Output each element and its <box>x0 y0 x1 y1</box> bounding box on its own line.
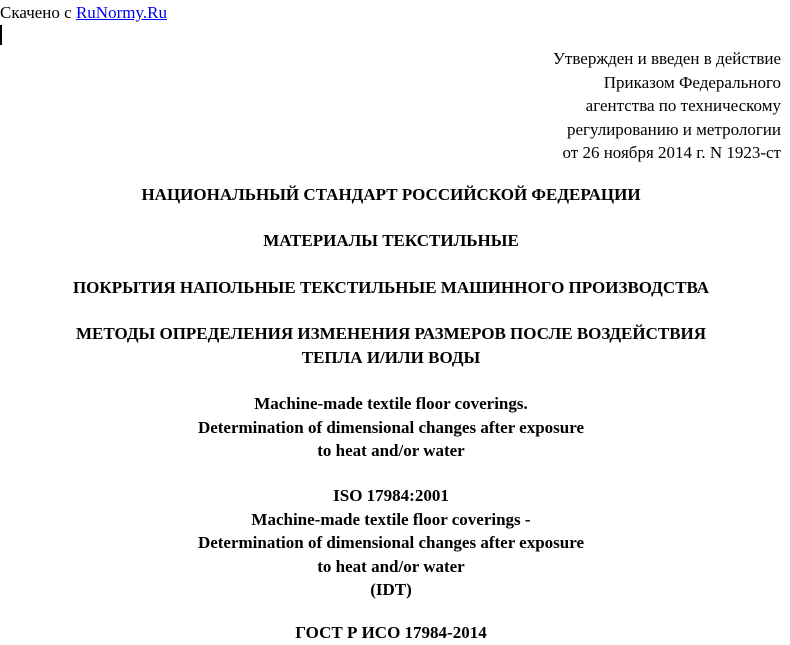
iso-line: Determination of dimensional changes after exposure <box>197 533 585 552</box>
approval-line: Приказом Федерального <box>603 72 781 92</box>
coverings-heading <box>0 276 782 300</box>
english-title <box>0 392 782 463</box>
approval-line: Утвержден и введен в действие <box>552 49 781 68</box>
source-prefix: Скачено с <box>0 3 76 22</box>
approval-block <box>553 47 781 165</box>
coverings-heading-text: ПОКРЫТИЯ НАПОЛЬНЫЕ ТЕКСТИЛЬНЫЕ МАШИННОГО ПРОИЗВОДСТВА <box>72 278 710 297</box>
source-link[interactable]: RuNormy.Ru <box>75 3 167 22</box>
methods-heading <box>0 322 782 369</box>
iso-line: (IDT) <box>370 580 412 599</box>
methods-heading-line: МЕТОДЫ ОПРЕДЕЛЕНИЯ ИЗМЕНЕНИЯ РАЗМЕРОВ ПОСЛЕ ВОЗДЕЙСТВИЯ <box>75 324 707 343</box>
standard-heading <box>0 183 782 207</box>
english-title-line: Machine-made textile floor coverings. <box>254 394 528 413</box>
gost-designation-text: ГОСТ Р ИСО 17984-2014 <box>295 623 487 642</box>
iso-line: Machine-made textile floor coverings - <box>251 509 531 529</box>
approval-line: регулированию и метрологии <box>566 119 781 139</box>
english-title-line: Determination of dimensional changes after exposure <box>197 417 585 437</box>
approval-line: от 26 ноября 2014 г. N 1923-ст <box>562 143 781 163</box>
standard-heading-text: НАЦИОНАЛЬНЫЙ СТАНДАРТ РОССИЙСКОЙ ФЕДЕРАЦИИ <box>141 185 641 204</box>
iso-line: ISO 17984:2001 <box>333 486 449 505</box>
text-cursor <box>0 25 2 45</box>
iso-block <box>0 484 782 602</box>
methods-heading-line: ТЕПЛА И/ИЛИ ВОДЫ <box>301 347 481 367</box>
materials-heading-text: МАТЕРИАЛЫ ТЕКСТИЛЬНЫЕ <box>263 231 519 250</box>
english-title-line: to heat and/or water <box>317 441 465 460</box>
iso-line: to heat and/or water <box>317 556 465 576</box>
approval-line: агентства по техническому <box>585 96 781 116</box>
source-line <box>0 3 167 23</box>
materials-heading <box>0 229 782 253</box>
